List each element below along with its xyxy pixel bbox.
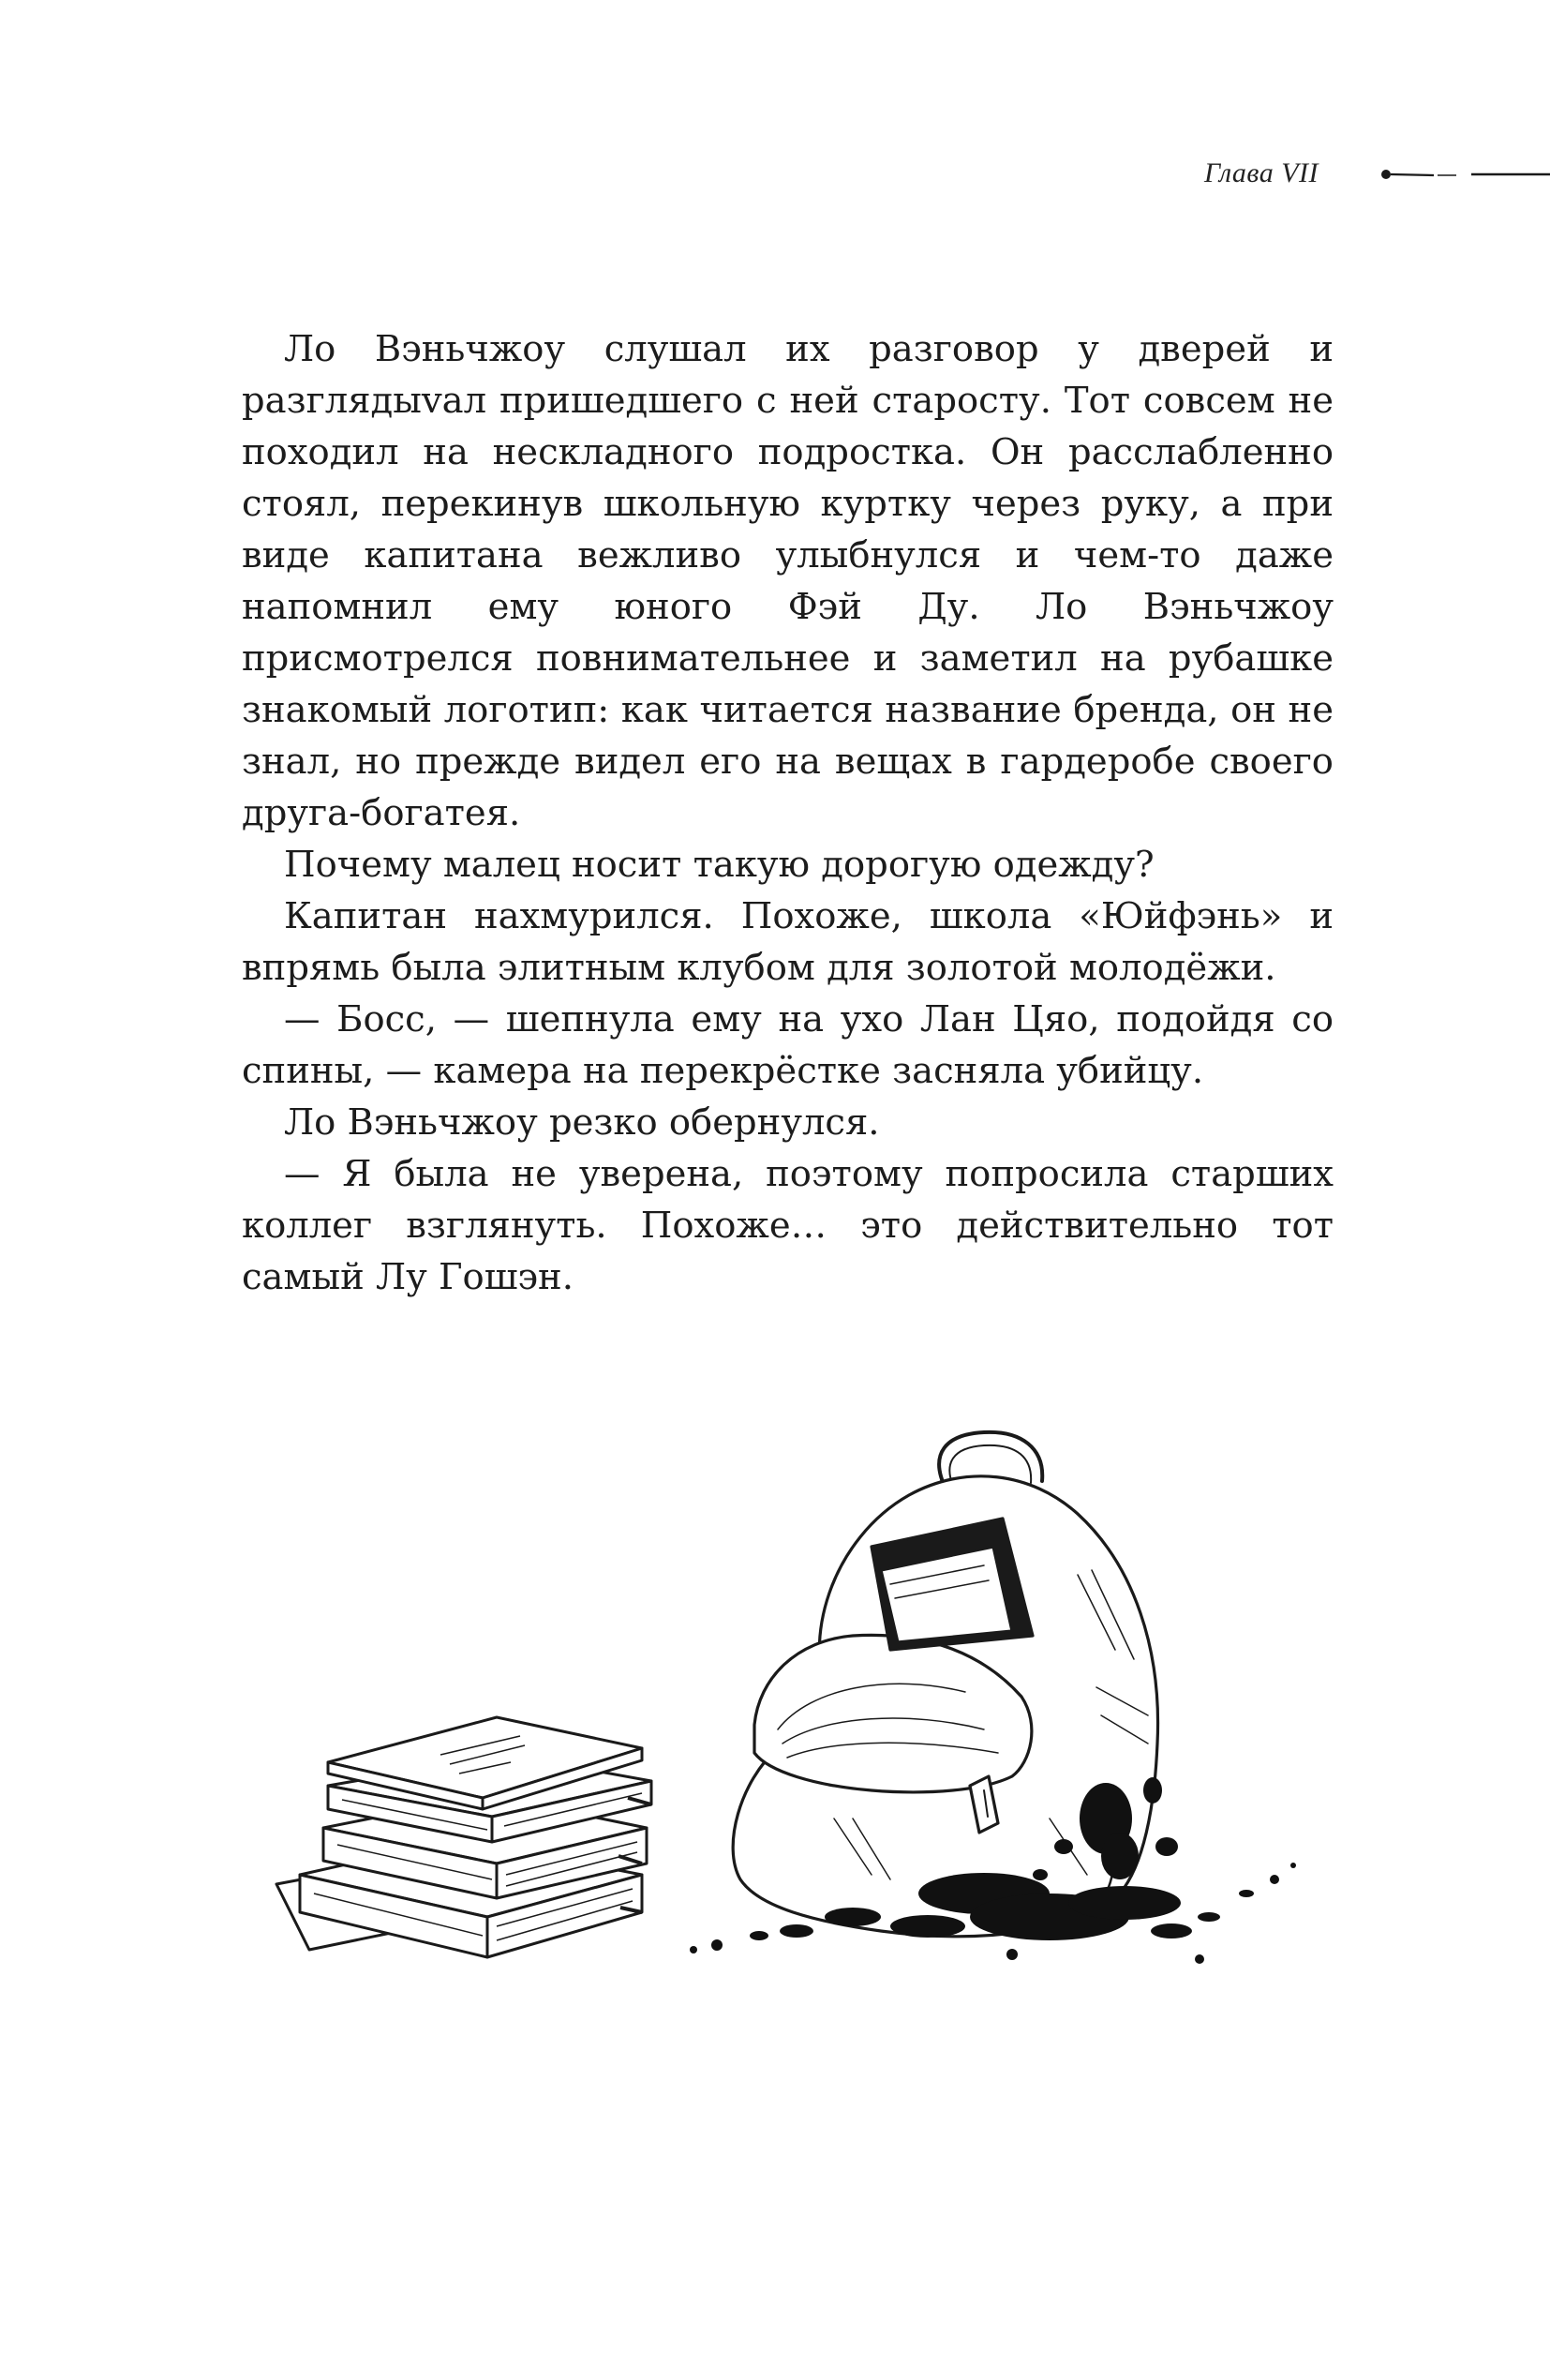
paragraph: — Я была не уверена, поэтому попросила старших коллег взглянуть. Похоже… это действительно тот самый Лу Гошэн. — [242, 1153, 1334, 1298]
chapter-title: Глава VII — [1204, 157, 1319, 188]
paragraph: Ло Вэньчжоу резко обернулся. — [284, 1101, 880, 1144]
book-stack-icon — [276, 1717, 651, 1957]
paragraph: Ло Вэньчжоу слушал их разговор у дверей и разглядыvал пришедшего с ней старосту. Тот совсем не походил на нескладного подростка. Он расслабленно стоял, перекинув школьную куртку через руку, а при виде капитана вежливо улыбнулся и чем-то даже напомнил ему юного Фэй Ду. Ло Вэньчжоу присмотрелся повнимательнее и заметил на рубашке знакомый логотип: как читается название бренда, он не знал, но прежде видел его на вещах в гардеробе своего друга-богатея. — [242, 328, 1334, 834]
paragraph: Капитан нахмурился. Похоже, школа «Юйфэнь» и впрямь была элитным клубом для золотой молодёжи. — [242, 895, 1334, 989]
illustration — [272, 1406, 1321, 1987]
running-header — [1162, 157, 1550, 195]
header-rule-icon — [1379, 165, 1550, 186]
paragraph: Почему малец носит такую дорогую одежду? — [284, 844, 1155, 886]
body-text — [242, 323, 1334, 1303]
backpack-icon — [733, 1432, 1157, 1937]
paragraph: — Босс, — шепнула ему на ухо Лан Цяо, подойдя со спины, — камера на перекрёстке засняла убийцу. — [242, 998, 1334, 1092]
